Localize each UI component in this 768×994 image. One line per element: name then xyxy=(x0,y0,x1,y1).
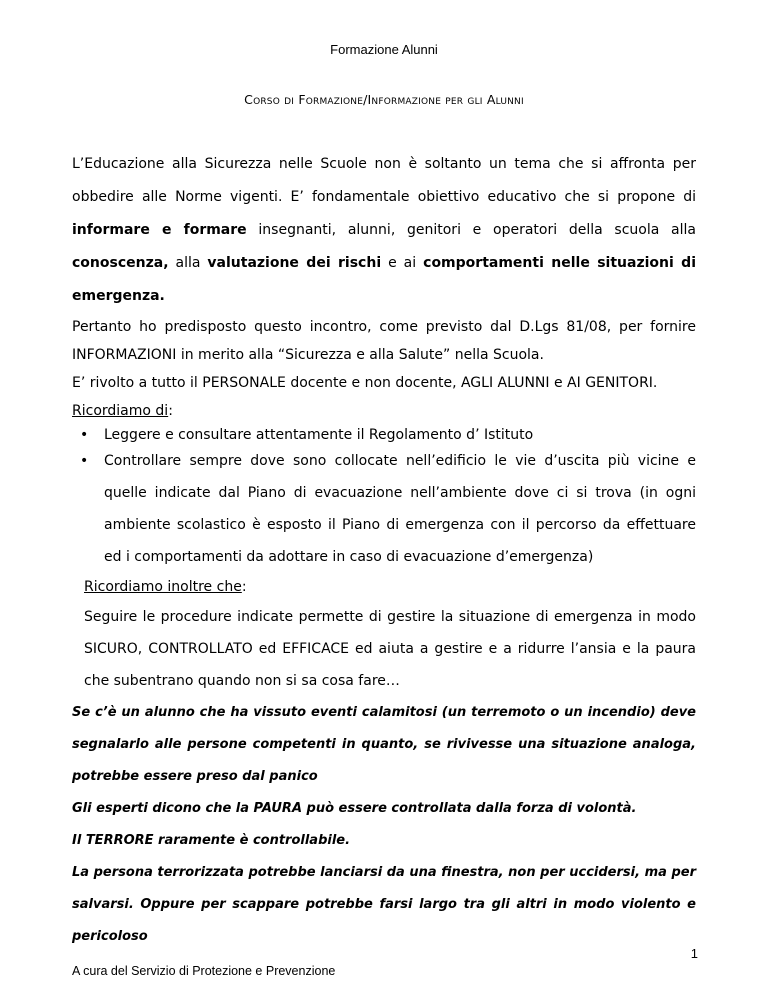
bullet-icon: • xyxy=(80,427,89,443)
warning-paragraph-2: Gli esperti dicono che la PAURA può essere controllata dalla forza di volontà. xyxy=(72,801,637,816)
intro-text-1: L’Educazione alla Sicurezza nelle Scuole non è soltanto un tema che si affronta per obbedire alle Norme vigenti. E’ fondamentale obiettivo educativo che si propone di xyxy=(72,156,696,205)
intro-bold-3: valutazione dei rischi xyxy=(207,255,382,271)
list-item-text: Controllare sempre dove sono collocate nell’edificio le vie d’uscita più vicine e quelle indicate dal Piano di evacuazione nell’ambiente dove ci si trova (in ogni ambiente scolastico è esposto il Piano di emergenza con il percorso da effettuare ed i comportamenti da adottare in caso di evacuazione d’emergenza) xyxy=(104,453,696,565)
audience-paragraph: E’ rivolto a tutto il PERSONALE docente e non docente, AGLI ALUNNI e AI GENITORI. xyxy=(72,375,658,391)
remember-also-colon: : xyxy=(241,579,247,595)
purpose-paragraph: Pertanto ho predisposto questo incontro, come previsto dal D.Lgs 81/08, per fornire INFORMAZIONI in merito alla “Sicurezza e alla Salute” nella Scuola. xyxy=(72,319,696,363)
intro-bold-2: conoscenza, xyxy=(72,255,169,271)
intro-bold-4: comportamenti nelle situazioni di emergenza. xyxy=(72,255,697,304)
remember-also-section xyxy=(72,573,696,697)
document-title: Corso di Formazione/Informazione per gli Alunni xyxy=(244,92,524,107)
intro-bold-1: informare e formare xyxy=(72,222,247,238)
remember-label: Ricordiamo di xyxy=(72,403,169,419)
intro-text-2: insegnanti, alunni, genitori e operatori della scuola alla xyxy=(246,222,696,238)
intro-text-3: alla xyxy=(168,255,208,271)
intro-paragraph xyxy=(72,148,696,313)
document-body xyxy=(72,148,696,953)
procedures-paragraph: Seguire le procedure indicate permette di gestire la situazione di emergenza in modo SICURO, CONTROLLATO ed EFFICACE ed aiuta a gestire e a ridurre l’ansia e la paura che subentrano quando non si sa cosa fare… xyxy=(84,609,696,689)
reminder-list xyxy=(72,425,696,573)
page-footer: A cura del Servizio di Protezione e Prevenzione xyxy=(72,964,336,978)
list-item xyxy=(72,425,696,445)
page-header: Formazione Alunni xyxy=(330,42,438,57)
page-number: 1 xyxy=(690,946,698,961)
intro-text-4: e ai xyxy=(381,255,424,271)
warning-paragraph-4: La persona terrorizzata potrebbe lanciarsi da una finestra, non per uccidersi, ma per salvarsi. Oppure per scappare potrebbe farsi largo tra gli altri in modo violento e pericoloso xyxy=(72,865,696,944)
list-item xyxy=(72,445,696,573)
bullet-icon: • xyxy=(80,453,89,469)
remember-colon: : xyxy=(168,403,173,419)
warning-paragraph-3: Il TERRORE raramente è controllabile. xyxy=(72,833,351,848)
list-item-text: Leggere e consultare attentamente il Regolamento d’ Istituto xyxy=(104,427,534,443)
warning-paragraph-1: Se c’è un alunno che ha vissuto eventi calamitosi (un terremoto o un incendio) deve segnalarlo alle persone competenti in quanto, se rivivesse una situazione analoga, potrebbe essere preso dal panico xyxy=(72,705,696,784)
remember-also-label: Ricordiamo inoltre che xyxy=(84,579,242,595)
remember-heading xyxy=(72,397,696,425)
remember-also-heading xyxy=(84,573,696,601)
